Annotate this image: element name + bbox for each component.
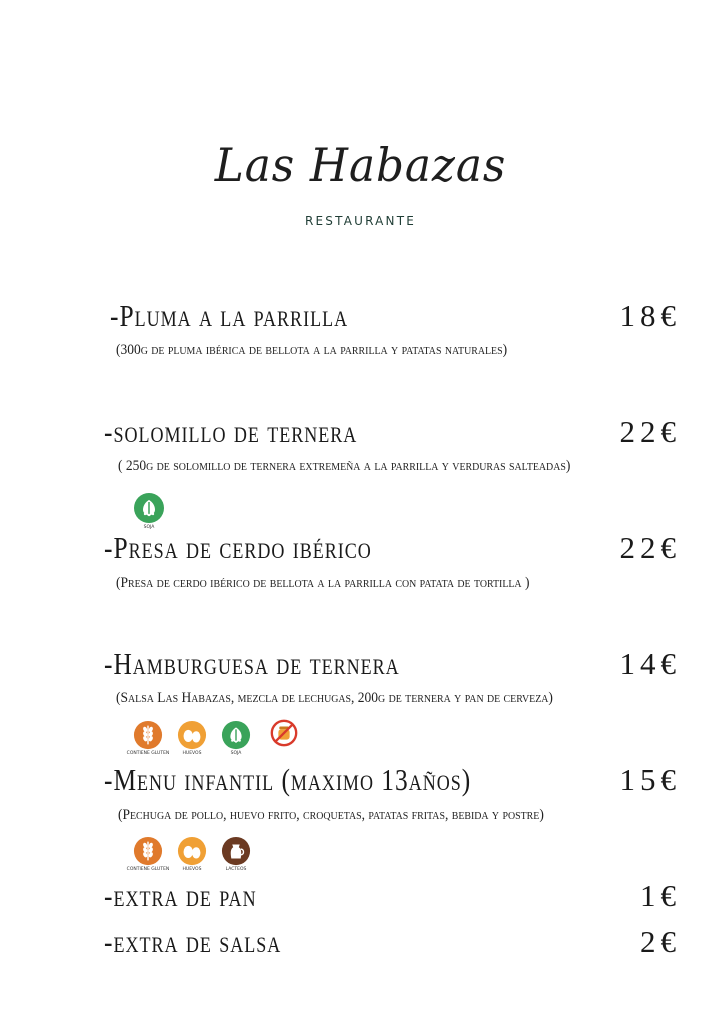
allergen-label: CONTIENE GLUTEN [126, 867, 170, 872]
allergen-dairy [214, 836, 258, 872]
allergen-eggs [170, 720, 214, 756]
dairy-icon [221, 836, 251, 866]
item-name: -Menu infantil (maximo 13años) [104, 762, 472, 797]
soy-icon [133, 492, 165, 524]
eggs-icon [177, 836, 207, 866]
item-name: -Pluma a la parrilla [110, 298, 349, 333]
item-price: 2€ [640, 924, 681, 959]
allergen-honey [262, 718, 306, 748]
allergen-soy [127, 492, 171, 530]
item-name: -solomillo de ternera [104, 414, 358, 449]
allergen-soy [214, 720, 258, 756]
honey-icon [269, 718, 299, 748]
item-price: 22€ [619, 530, 681, 565]
allergen-label: HUEVOS [182, 751, 202, 756]
gluten-icon [133, 720, 163, 750]
item-name: -Presa de cerdo ibérico [104, 530, 372, 565]
item-name: -extra de pan [104, 878, 257, 913]
soy-icon [221, 720, 251, 750]
item-price: 22€ [619, 414, 681, 449]
allergen-label: CONTIENE GLUTEN [126, 751, 170, 756]
allergen-label: HUEVOS [182, 867, 202, 872]
item-price: 18€ [619, 298, 681, 333]
allergen-label: SOJA [143, 525, 155, 530]
item-description: (300g de pluma ibérica de bellota a la parrilla y patatas naturales) [116, 342, 508, 358]
gluten-icon [133, 836, 163, 866]
item-description: (Pechuga de pollo, huevo frito, croquetas, patatas fritas, bebida y postre) [118, 807, 544, 823]
restaurant-logo: Las Habazas [214, 138, 507, 192]
item-description: ( 250g de solomillo de ternera extremeña a la parrilla y verduras salteadas) [118, 458, 571, 474]
restaurant-subtitle: RESTAURANTE [304, 214, 417, 228]
allergen-eggs [170, 836, 214, 872]
allergen-label: LACTEOS [225, 867, 247, 872]
item-price: 15€ [619, 762, 681, 797]
item-name: -extra de salsa [104, 924, 282, 959]
item-price: 14€ [619, 646, 681, 681]
eggs-icon [177, 720, 207, 750]
item-description: (Salsa Las Habazas, mezcla de lechugas, 200g de ternera y pan de cerveza) [116, 690, 553, 706]
item-price: 1€ [640, 878, 681, 913]
item-description: (Presa de cerdo ibérico de bellota a la parrilla con patata de tortilla ) [116, 575, 530, 591]
allergen-gluten [126, 836, 170, 872]
item-name: -Hamburguesa de ternera [104, 646, 400, 681]
allergen-gluten [126, 720, 170, 756]
allergen-label: SOJA [230, 751, 242, 756]
